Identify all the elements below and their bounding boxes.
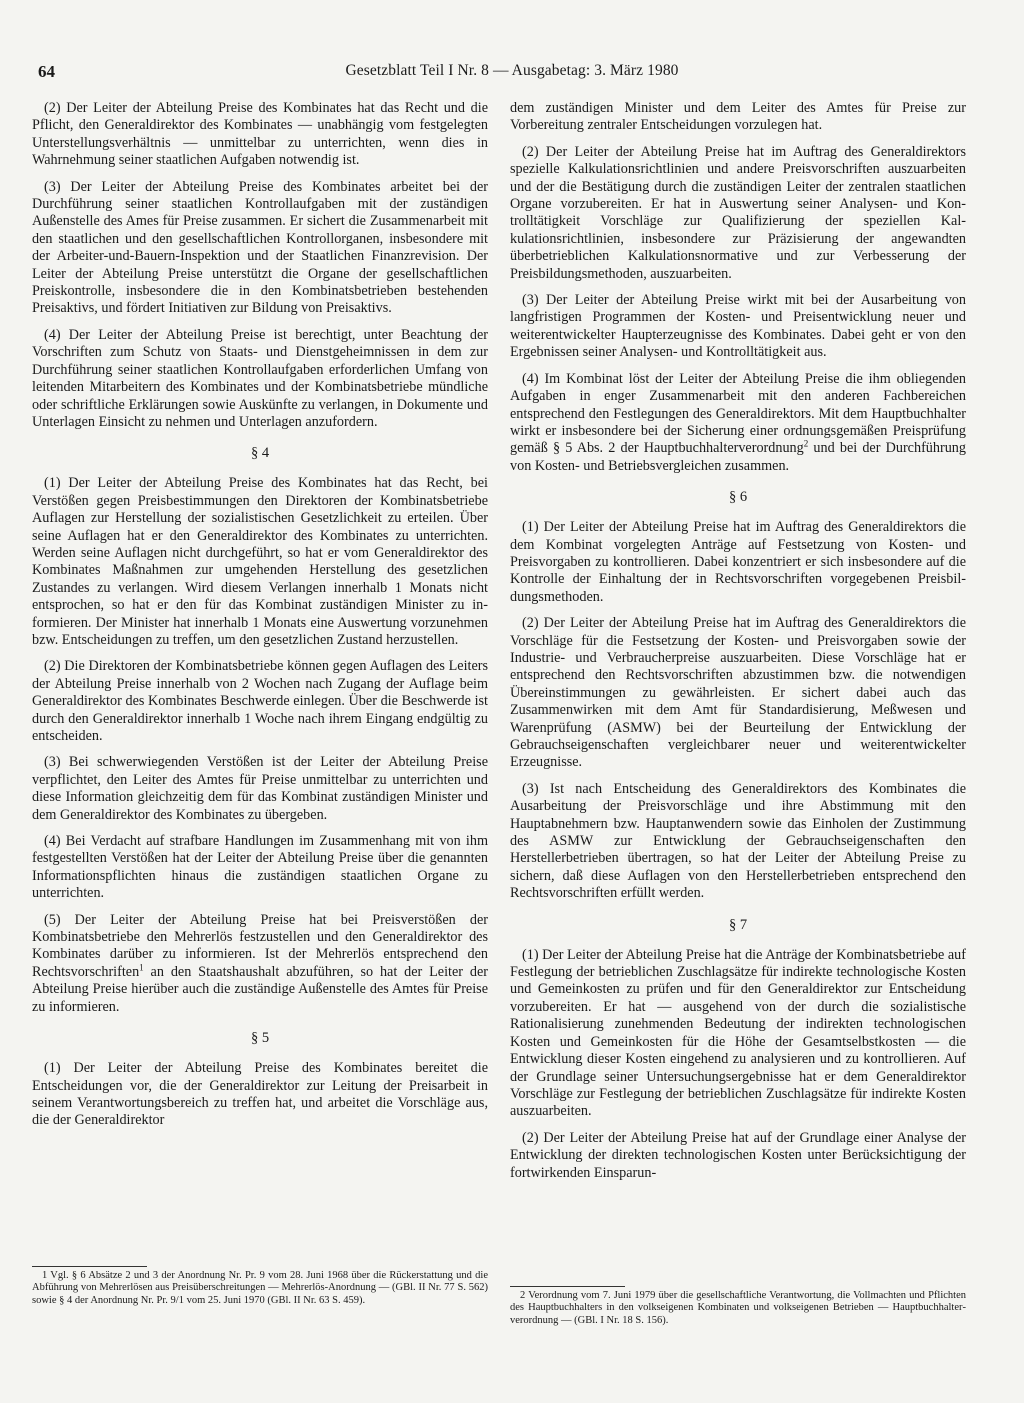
running-head: Gesetzblatt Teil I Nr. 8 — Ausgabetag: 3. März 1980: [345, 62, 679, 79]
left-column: [32, 100, 488, 1263]
paragraph: (1) Der Leiter der Abteilung Preise hat die Anträge der Kombinatsbetriebe auf Festlegung der betrieblichen Zuschlagsätze für indirekte technologische Kosten und Gemeinkosten zu prüfen und für den Generaldirektor zur Entscheidung vorzubereiten. Er hat — ausgehend von der durch die sozialistische Rationalisierung zunehmenden Bedeutung der indirekten technologischen Kosten und Gemeinkosten für die Höhe der Gesamtselbstkosten — die Entwicklung dieser Kosten eingehend zu analysieren und zu kontrollieren. Auf der Grundlage seiner Untersuchungsergebnisse hat er dem Generaldirektor Vorschläge zur Festlegung der betrieblichen Zuschlagsätze für indirekte Kosten auszuarbeiten.: [510, 946, 966, 1120]
paragraph: (3) Der Leiter der Abteilung Preise wirkt mit bei der Ausarbeitung von langfristigen Programmen der Kosten- und Preisentwicklung neuer und weiterentwickelter Haupterzeugnisse des Kombinates. Dabei geht er von den Ergebnissen seiner Analysen- und Kontrolltätigkeit aus.: [510, 292, 966, 361]
footnote-ref-2: 2: [803, 438, 809, 449]
right-column: [510, 100, 966, 1263]
paragraph: (3) Der Leiter der Abteilung Preise des Kombinates arbeitet bei der Durchführung seiner staatlichen Kontrollaufgaben mit der zuständigen Außenstelle des Ames für Preise zusammen. Er sichert die Zusammenarbeit mit den staatlichen und den gesellschaftlichen Kontrollorganen, insbesondere mit der Arbeiter-und-Bauern-Inspektion und der Staatlichen Finanzrevision. Der Leiter der Abteilung Preise unterstützt die Organe der gesellschaftlichen Preiskontrolle, insbesondere die in den Kombinatsbetrieben bestehenden Preisaktivs, und fördert Initiativen zur Bildung von Preisaktivs.: [32, 178, 488, 317]
paragraph: (2) Der Leiter der Abteilung Preise hat im Auftrag des Generaldirektors die Vorschläge für die Festsetzung der Kosten- und Preisvorgaben sowie der Industrie- und Verbraucherpreise auszuarbeiten. Diese Vorschläge hat er entsprechend den Rechtsvorschriften abzustimmen bzw. die notwendigen Übereinstimmungen zu gewährleisten. Er sichert dabei auch das Zusammenwirken mit dem Amt für Standardisierung, Meßwesen und Warenprüfung (ASMW) bei der Beurteilung der Entwicklung der Gebrauchseigenschaften vergleichbarer neuer und weiterentwickelter Erzeugnisse.: [510, 615, 966, 771]
paragraph: (2) Der Leiter der Abteilung Preise hat im Auftrag des Generaldirektors spezielle Kalkulationsrichtlinien und andere Preisvorschriften auszuarbeiten und der die Bestätigung durch die zuständigen Leiter der zentralen staatlichen Organe vorzubereiten. Er hat in Auswertung seiner Analysen- und Kontrolltätigkeit Vorschläge zur Qualifizierung der speziellen Kalkulationsrichtlinien, insbesondere zur Präzisierung der angewandten überbetrieblichen Kalkulationsnormative und zur Verbesserung der Preisbildungsmethoden, auszuarbeiten.: [510, 143, 966, 282]
paragraph: (3) Ist nach Entscheidung des Generaldirektors des Kombinates die Ausarbeitung der Preisvorschläge und ihre Abstimmung mit den Hauptabnehmern bzw. Hauptanwendern sowie das Einholen der Zustimmung des ASMW zur Entwicklung der Gebrauchseigenschaften den Herstellerbetrieben übertragen, so hat der Leiter der Abteilung Preise zu sichern, daß diese Auflagen von den Herstellerbetrieben entsprechend den Rechtsvorschriften erfüllt werden.: [510, 780, 966, 902]
paragraph: (4) Bei Verdacht auf strafbare Handlungen im Zusammenhang mit von ihm festgestellten Verstößen hat der Leiter der Abteilung Preise über die genannten Informationspflichten hinaus die zuständigen staatlichen Organe zu unterrichten.: [32, 833, 488, 902]
paragraph: dem zuständigen Minister und dem Leiter des Amtes für Preise zur Vorbereitung zentraler Entscheidungen vorzulegen hat.: [510, 100, 966, 134]
footnote-rule: [510, 1286, 625, 1287]
footnote-2: 2 Verordnung vom 7. Juni 1979 über die gesellschaftliche Verantwortung, die Vollmachten und Pflichten des Hauptbuchhalters in den volkseigenen Kombinaten und volkseigenen Betrieben — Hauptbuchhalterverordnung — (GBl. I Nr. 18 S. 156).: [510, 1290, 966, 1326]
paragraph: (1) Der Leiter der Abteilung Preise hat im Auftrag des Generaldirektors die dem Kombinat vorgelegten Anträge auf Festsetzung von Kosten- und Preisvorgaben zu kontrollieren. Dabei konzentriert er sich insbesondere auf die Kontrolle der Einhaltung der in Rechtsvorschriften vorgegebenen Preisbildungsmethoden.: [510, 519, 966, 605]
paragraph: (1) Der Leiter der Abteilung Preise des Kombinates bereitet die Entscheidungen vor, die der Generaldirektor zur Leitung der Preisarbeit in seinem Verantwortungsbereich zu treffen hat, und arbeitet die Vorschläge aus, die der Generaldirektor: [32, 1060, 488, 1129]
text-run: (4) Im Kombinat löst der Leiter der Abteilung Preise die ihm obliegenden Aufgaben in enger Zusammenarbeit mit den anderen Fachbereichen entsprechend den Festlegungen des Generaldirektors. Mit dem Hauptbuchhalter wirkt er insbesondere bei der Sicherung einer ordnungsgemäßen Preisprüfung gemäß § 5 Abs. 2 der Hauptbuchhalterverordnung: [510, 370, 966, 457]
paragraph: (2) Die Direktoren der Kombinatsbetriebe können gegen Auflagen des Leiters der Abteilung Preise innerhalb von 2 Wochen nach Zugang der Auflage beim Generaldirektor des Kombinates Beschwerde einlegen. Über die Beschwerde ist durch den Generaldirektor innerhalb 1 Woche nach ihrem Eingang endgültig zu entscheiden.: [32, 658, 488, 744]
footnote-1: 1 Vgl. § 6 Absätze 2 und 3 der Anordnung Nr. Pr. 9 vom 28. Juni 1968 über die Rückerstattung und die Abführung von Mehrerlösen aus Preisüberschreitungen — Mehrerlös-Anordnung — (GBl. II Nr. 77 S. 562) sowie § 4 der Anordnung Nr. Pr. 9/1 vom 25. Juni 1970 (GBl. II Nr. 63 S. 459).: [32, 1270, 488, 1306]
paragraph: (1) Der Leiter der Abteilung Preise des Kombinates hat das Recht, bei Verstößen gegen Preisbestimmungen den Direktoren der Kombinatsbetriebe Auflagen zur Herstellung der sozialistischen Gesetzlichkeit zu erteilen. Über seine Auflagen hat er den Generaldirektor des Kombinates zu unterrichten. Werden seine Auflagen nicht durchgeführt, so hat er vom Generaldirektor des Kombinates Maßnahmen zur umgehenden Herstellung des gesetzlichen Zustandes zu verlangen. Wird diesem Verlangen innerhalb 1 Monats nicht entsprochen, so hat er den für das Kombinat zuständigen Minister zu informieren. Der Minister hat innerhalb 1 Monats eine Auswertung vorzunehmen bzw. Entscheidungen zu treffen, um den gesetzlichen Zustand herzustellen.: [32, 475, 488, 648]
text-run: (5) Der Leiter der Abteilung Preise hat bei Preisverstößen der Kombinatsbetriebe den Mehrerlös festzustellen und den Generaldirektor des Kombinates darüber zu informieren. Ist der Mehrerlös entsprechend den Rechtsvorschriften: [32, 911, 488, 980]
section-heading-7: § 7: [728, 916, 748, 933]
paragraph: (2) Der Leiter der Abteilung Preise des Kombinates hat das Recht und die Pflicht, den Generaldirektor des Kombinates — unabhängig vom festgelegten Unterstellungsverhältnis — unmittelbar zu unterrichten, wenn dies in Wahrnehmung seiner staatlichen Aufgaben notwendig ist.: [32, 100, 488, 169]
paragraph: [510, 371, 966, 475]
page-number: 64: [38, 62, 55, 81]
section-heading-4: § 4: [250, 445, 270, 462]
footnote-rule: [32, 1266, 147, 1267]
text-run: an den Staatshaushalt abzuführen, so hat der Leiter der Abteilung Preise hierüber auch die zuständige Außenstelle des Amtes für Preise zu informieren.: [32, 963, 488, 1015]
footnote-ref-1: 1: [139, 962, 144, 973]
section-heading-6: § 6: [728, 489, 748, 506]
paragraph: (2) Der Leiter der Abteilung Preise hat auf der Grundlage einer Analyse der Entwicklung der direkten technologischen Kosten unter Berücksichtigung der fortwirkenden Einsparun-: [510, 1129, 966, 1181]
section-heading-5: § 5: [250, 1030, 270, 1047]
paragraph: (4) Der Leiter der Abteilung Preise ist berechtigt, unter Beachtung der Vorschriften zum Schutz von Staats- und Dienstgeheimnissen in dem zur Durchführung seiner staatlichen Kontrollaufgaben erforderlichen Umfang von leitenden Mitarbeitern des Kombinates und der Kombinatsbetriebe mündliche oder schriftliche Erklärungen sowie Auskünfte zu verlangen, in Dokumente und Unterlagen Einsicht zu nehmen und Unterlagen anzufordern.: [32, 326, 488, 430]
paragraph: (3) Bei schwerwiegenden Verstößen ist der Leiter der Abteilung Preise verpflichtet, den Leiter des Amtes für Preise unmittelbar zu unterrichten und diese Information gleichzeitig dem für das Kombinat zuständigen Minister und dem Generaldirektor des Kombinates zu übergeben.: [32, 754, 488, 823]
paragraph: [32, 912, 488, 1016]
text-run: und bei der Durchführung von Kosten- und Betriebsvergleichen zusammen.: [510, 440, 966, 474]
